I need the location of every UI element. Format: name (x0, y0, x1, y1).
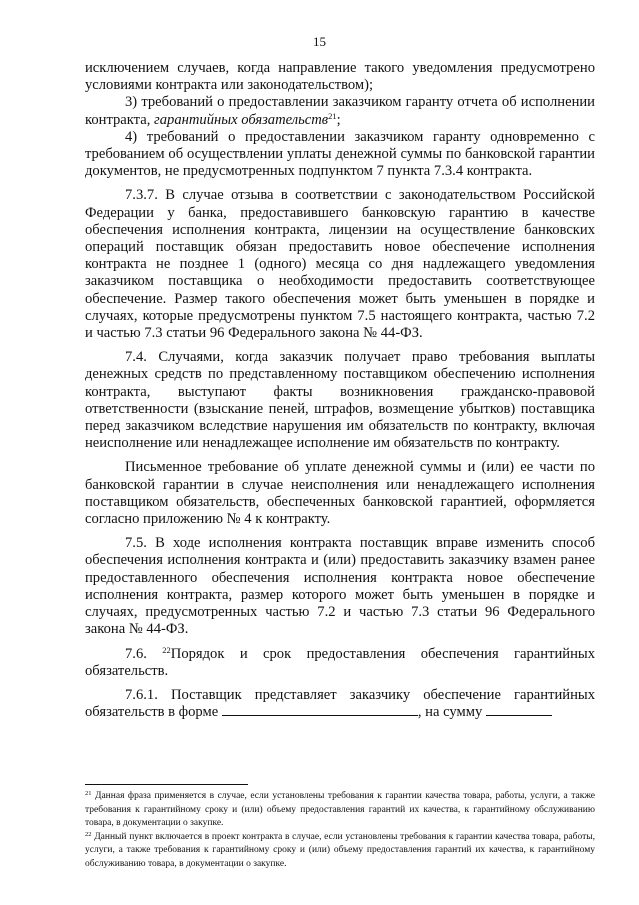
footnote-separator (85, 784, 248, 785)
paragraph-item-3 (85, 94, 595, 128)
section-number: 7.6. (125, 645, 147, 662)
paragraph-7-4: 7.4. Случаями, когда заказчик получает право требования выплаты денежных средств по представленному поставщиком обеспечению исполнения контракта, выступают факты возникновения гражданско-правовой ответственности (взыскание пеней, штрафов, возмещение убытков) поставщика перед заказчиком вследствие нарушения им обязательств по контракту, включая неисполнение или ненадлежащее исполнение им обязательств по контракту. (85, 349, 595, 452)
item-3-end: ; (336, 111, 341, 128)
paragraph-7-6-1 (85, 687, 595, 721)
body-text (85, 60, 595, 721)
footnote-22-number: 22 (85, 830, 92, 838)
sum-blank-field[interactable] (486, 704, 552, 716)
paragraph-continuation: исключением случаев, когда направление такого уведомления предусмотрено условиями контракта или законодательством); (85, 60, 595, 94)
item-3-italic: гарантийных обязательств (154, 111, 329, 128)
paragraph-7-6-1-sum: , на сумму (417, 704, 483, 721)
footnote-ref-21[interactable]: 21 (328, 110, 337, 121)
paragraph-7-6-1-text: 7.6.1. Поставщик представляет заказчику обеспечение гарантийных обязательств в форме (85, 686, 595, 721)
paragraph-7-6 (85, 646, 595, 680)
item-3-text: 3) требований о предоставлении заказчиком гаранту отчета об исполнении контракта, (85, 94, 595, 128)
footnote-21 (85, 790, 595, 831)
footnote-21-text: Данная фраза применяется в случае, если установлены требования к гарантии качества товара, работы, услуги, а также требования к гарантийному сроку и (или) объему предоставления гарантий их качества, к гарантийному обслуживанию товара, в документации о закупке. (85, 791, 596, 829)
section-title: Порядок и срок предоставления обеспечения гарантийных обязательств. (85, 645, 595, 679)
paragraph-7-5: 7.5. В ходе исполнения контракта поставщик вправе изменить способ обеспечения исполнения контракта и (или) предоставить заказчику взамен ранее предоставленного обеспечения исполнения контракта новое обеспечение исполнения контракта, размер которого может быть уменьшен в порядке и случаях, предусмотренных частью 7.2 и частью 7.3 статьи 96 Федерального закона № 44-ФЗ. (85, 535, 595, 638)
paragraph-item-4: 4) требований о предоставлении заказчиком гаранту одновременно с требованием об осуществлении уплаты денежной суммы по банковской гарантии документов, не предусмотренных подпунктом 7 пункта 7.3.4 контракта. (85, 128, 595, 180)
footnote-ref-22[interactable]: 22 (162, 644, 171, 655)
paragraph-7-3-7: 7.3.7. В случае отзыва в соответствии с законодательством Российской Федерации у банка, предоставившего банковскую гарантию в качестве обеспечения исполнения контракта, лицензии на осуществление банковских операций поставщик обязан предоставить новое обеспечение исполнения контракта не позднее 1 (одного) месяца со дня надлежащего уведомления заказчиком поставщика о необходимости предоставить соответствующее обеспечение. Размер такого обеспечения может быть уменьшен в порядке и случаях, которые предусмотрены пунктом 7.5 настоящего контракта, частью 7.2 и частью 7.3 статьи 96 Федерального закона № 44-ФЗ. (85, 187, 595, 342)
paragraph-written-demand: Письменное требование об уплате денежной суммы и (или) ее части по банковской гарантии в случае неисполнения или ненадлежащего исполнения поставщиком обязательств, обеспеченных банковской гарантией, оформляется согласно приложению № 4 к контракту. (85, 459, 595, 528)
footnote-22 (85, 831, 595, 872)
page-number: 15 (313, 34, 326, 49)
form-blank-field[interactable] (222, 704, 418, 716)
footnotes (85, 790, 595, 872)
footnote-22-text: Данный пункт включается в проект контракта в случае, если установлены требования к гарантии качества товара, работы, услуги, а также требования к гарантийному сроку и (или) объему предоставления гарантий их качества, к гарантийному обслуживанию товара, в документации о закупке. (85, 831, 596, 869)
footnote-21-number: 21 (85, 790, 92, 797)
